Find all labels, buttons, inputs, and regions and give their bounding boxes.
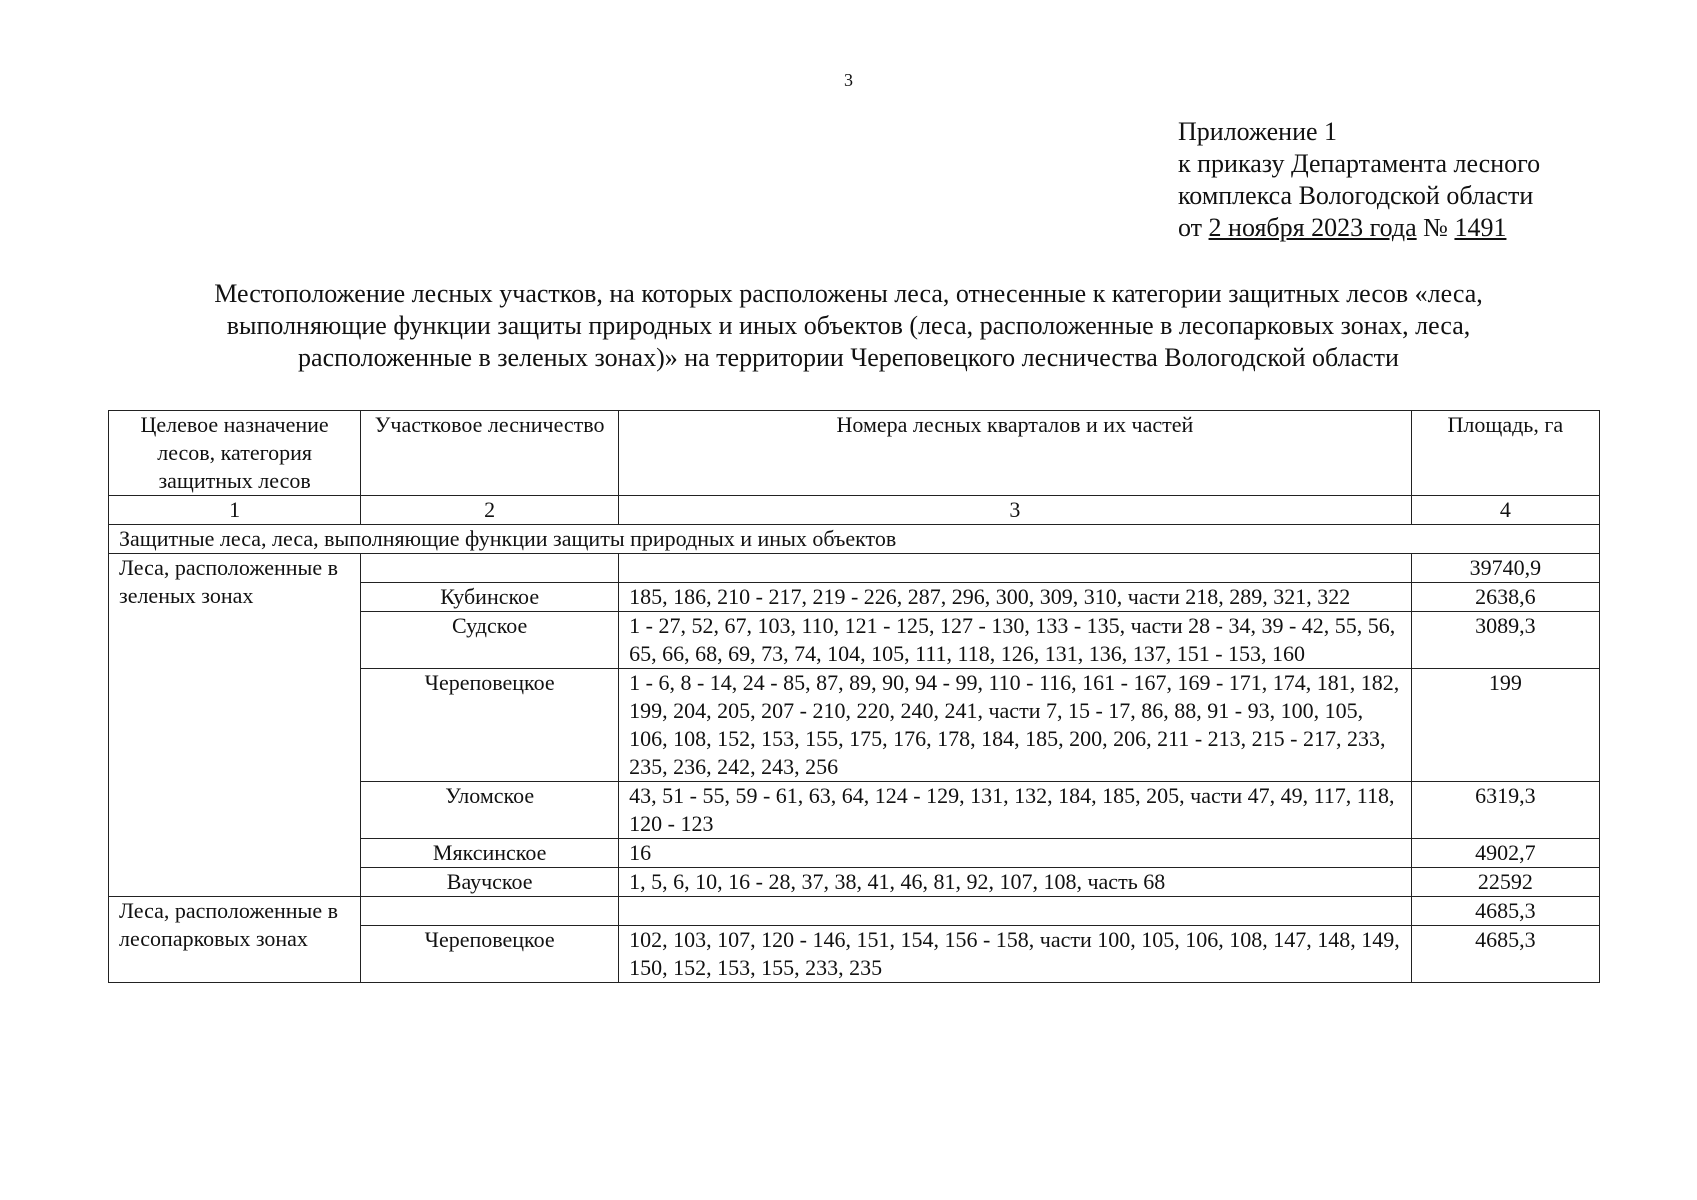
section-row bbox=[109, 525, 1600, 554]
table-header-row bbox=[109, 411, 1600, 496]
total-area: 39740,9 bbox=[1411, 554, 1599, 583]
page-number: 3 bbox=[844, 70, 853, 90]
area-cell: 3089,3 bbox=[1411, 612, 1599, 669]
district-cell: Ваучское bbox=[361, 868, 619, 897]
document-title bbox=[100, 278, 1597, 374]
column-number: 3 bbox=[619, 496, 1412, 525]
appendix-block bbox=[1178, 116, 1540, 244]
quarters-cell: 102, 103, 107, 120 - 146, 151, 154, 156 - 158, части 100, 105, 106, 108, 147, 148, 149, 150, 152, 153, 155, 233, 235 bbox=[619, 926, 1412, 983]
number-sign: № bbox=[1416, 213, 1455, 242]
district-cell: Кубинское bbox=[361, 583, 619, 612]
quarters-cell: 43, 51 - 55, 59 - 61, 63, 64, 124 - 129, 131, 132, 184, 185, 205, части 47, 49, 117, 118, 120 - 123 bbox=[619, 782, 1412, 839]
category-cell: Леса, расположенные в зеленых зонах bbox=[109, 554, 361, 897]
header-quarters: Номера лесных кварталов и их частей bbox=[619, 411, 1412, 496]
area-cell: 2638,6 bbox=[1411, 583, 1599, 612]
title-line-2: выполняющие функции защиты природных и иных объектов (леса, расположенные в лесопарковых зонах, леса, bbox=[226, 311, 1471, 340]
area-cell: 4685,3 bbox=[1411, 926, 1599, 983]
table-row bbox=[109, 897, 1600, 926]
area-cell: 199 bbox=[1411, 669, 1599, 782]
area-cell: 22592 bbox=[1411, 868, 1599, 897]
district-cell: Уломское bbox=[361, 782, 619, 839]
appendix-line-4 bbox=[1178, 212, 1540, 244]
section-title: Защитные леса, леса, выполняющие функции защиты природных и иных объектов bbox=[109, 525, 1600, 554]
order-date: 2 ноября 2023 года bbox=[1208, 213, 1417, 242]
appendix-prefix: от bbox=[1178, 213, 1209, 242]
district-cell: Череповецкое bbox=[361, 926, 619, 983]
quarters-cell: 1 - 6, 8 - 14, 24 - 85, 87, 89, 90, 94 - 99, 110 - 116, 161 - 167, 169 - 171, 174, 181, 182, 199, 204, 205, 207 - 210, 220, 240, 241, части 7, 15 - 17, 86, 88, 91 - 93, 100, 105, 106, 108, 152, 153, 155, 175, 176, 178, 184, 185, 200, 206, 211 - 213, 215 - 217, 233, 235, 236, 242, 243, 256 bbox=[619, 669, 1412, 782]
column-number: 2 bbox=[361, 496, 619, 525]
category-cell: Леса, расположенные в лесопарковых зонах bbox=[109, 897, 361, 983]
column-number: 1 bbox=[109, 496, 361, 525]
title-line-3: расположенные в зеленых зонах)» на территории Череповецкого лесничества Вологодской области bbox=[298, 343, 1399, 372]
quarters-cell: 1, 5, 6, 10, 16 - 28, 37, 38, 41, 46, 81, 92, 107, 108, часть 68 bbox=[619, 868, 1412, 897]
quarters-cell: 185, 186, 210 - 217, 219 - 226, 287, 296, 300, 309, 310, части 218, 289, 321, 322 bbox=[619, 583, 1412, 612]
appendix-line-2: к приказу Департамента лесного bbox=[1178, 149, 1541, 178]
title-line-1: Местоположение лесных участков, на которых расположены леса, отнесенные к категории защитных лесов «леса, bbox=[214, 279, 1483, 308]
appendix-line-3: комплекса Вологодской области bbox=[1178, 181, 1534, 210]
column-numbers-row bbox=[109, 496, 1600, 525]
forest-plots-table bbox=[108, 410, 1600, 983]
district-cell: Мяксинское bbox=[361, 839, 619, 868]
order-number: 1491 bbox=[1454, 213, 1507, 242]
area-cell: 4902,7 bbox=[1411, 839, 1599, 868]
quarters-cell: 16 bbox=[619, 839, 1412, 868]
quarters-cell: 1 - 27, 52, 67, 103, 110, 121 - 125, 127 - 130, 133 - 135, части 28 - 34, 39 - 42, 55, 56, 65, 66, 68, 69, 73, 74, 104, 105, 111, 118, 126, 131, 136, 137, 151 - 153, 160 bbox=[619, 612, 1412, 669]
total-area: 4685,3 bbox=[1411, 897, 1599, 926]
district-cell: Судское bbox=[361, 612, 619, 669]
header-area: Площадь, га bbox=[1411, 411, 1599, 496]
header-district: Участковое лесничество bbox=[361, 411, 619, 496]
table-row bbox=[109, 554, 1600, 583]
column-number: 4 bbox=[1411, 496, 1599, 525]
district-cell: Череповецкое bbox=[361, 669, 619, 782]
header-purpose: Целевое назначение лесов, категория защитных лесов bbox=[109, 411, 361, 496]
area-cell: 6319,3 bbox=[1411, 782, 1599, 839]
appendix-line-1: Приложение 1 bbox=[1178, 117, 1338, 146]
